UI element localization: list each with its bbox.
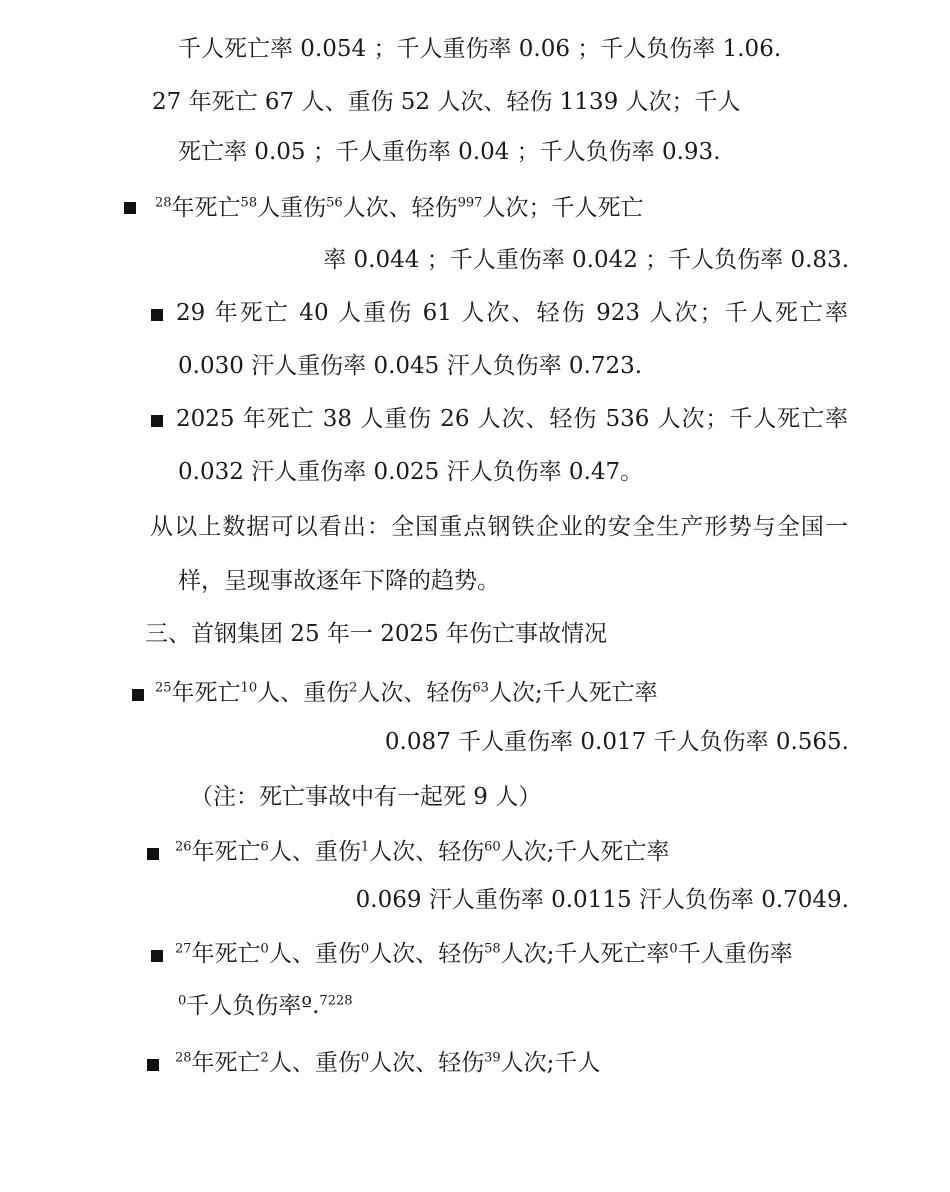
text-span: 人次;千人死亡率 [500,941,670,967]
superscript: 0 [669,941,678,957]
list-item: 29 年死亡 40 人重伤 61 人次、轻伤 923 人次；千人死亡率 [176,300,848,326]
superscript: 10 [240,680,258,696]
text-span: 人次;千人 [500,1050,601,1076]
text-span: 人重伤 [257,195,327,221]
text-span: 人、重伤 [268,839,361,865]
text-span: 人、重伤 [268,941,361,967]
superscript: 27 [175,941,192,957]
superscript: 56 [326,195,343,211]
list-item [175,939,793,969]
text-span: 千人重伤率 [677,941,793,967]
superscript: 0 [178,993,187,1009]
superscript: 0 [360,1050,370,1066]
note-text: （注：死亡事故中有一起死 9 人） [190,784,542,810]
text-span: 年死亡 [191,1050,261,1076]
text-span: 年死亡 [171,680,241,706]
text-span: 千人负伤率º. [186,993,320,1019]
text-span: 人次;千人死亡率 [488,680,658,706]
superscript: 2 [349,680,358,696]
superscript: 6 [260,839,269,855]
text-span: 年死亡 [191,839,261,865]
text-line: 27 年死亡 67 人、重伤 52 人次、轻伤 1139 人次；千人 [152,89,741,115]
superscript: 58 [484,941,501,957]
superscript: 39 [484,1050,501,1066]
superscript: 60 [484,839,501,855]
text-span: 人次；千人死亡 [482,195,644,221]
superscript: 26 [175,839,192,855]
text-span: 人次、轻伤 [342,195,458,221]
text-span: 人次、轻伤 [369,839,485,865]
superscript: 25 [155,680,172,696]
list-item: 2025 年死亡 38 人重伤 26 人次、轻伤 536 人次；千人死亡率 [176,406,848,432]
bullet-marker [151,309,163,321]
list-item [155,678,658,708]
text-line: 0.087 千人重伤率 0.017 千人负伤率 0.565. [384,729,849,755]
superscript: 63 [472,680,489,696]
list-item [155,193,643,223]
superscript: 28 [175,1050,192,1066]
text-span: 人、重伤 [257,680,350,706]
bullet-marker [147,848,159,860]
text-span: 年死亡 [191,941,261,967]
text-line: 0.030 汗人重伤率 0.045 汗人负伤率 0.723. [178,353,643,379]
superscript: 0 [360,941,370,957]
text-span: 人、重伤 [268,1050,361,1076]
bullet-marker [124,202,136,214]
text-line: 0.032 汗人重伤率 0.025 汗人负伤率 0.47。 [178,459,644,485]
bullet-marker [151,415,163,427]
superscript: 28 [155,195,172,211]
text-line: 0.069 汗人重伤率 0.0115 汗人负伤率 0.7049. [355,887,849,913]
text-span: 年死亡 [171,195,241,221]
superscript: 2 [260,1050,269,1066]
text-line: 从以上数据可以看出：全国重点钢铁企业的安全生产形势与全国一 [150,514,848,540]
list-item [175,1048,600,1078]
superscript: 58 [240,195,258,211]
list-item [175,837,669,867]
superscript: 0 [260,941,269,957]
text-line: 样，呈现事故逐年下降的趋势。 [178,568,500,594]
bullet-marker [147,1059,159,1071]
bullet-marker [132,689,144,701]
section-heading: 三、首钢集团 25 年一 2025 年伤亡事故情况 [145,621,608,647]
text-line: 千人死亡率 0.054 ；千人重伤率 0.06 ；千人负伤率 1.06. [178,36,782,62]
text-line: 死亡率 0.05 ；千人重伤率 0.04 ；千人负伤率 0.93. [178,139,721,165]
text-span: 人次、轻伤 [357,680,473,706]
superscript: 997 [457,195,483,211]
text-span: 人次;千人死亡率 [500,839,670,865]
superscript: 1 [360,839,370,855]
text-span: 人次、轻伤 [369,941,485,967]
text-span: 人次、轻伤 [369,1050,485,1076]
superscript: 7228 [319,993,353,1009]
text-line [178,991,353,1021]
text-line: 率 0.044 ；千人重伤率 0.042 ；千人负伤率 0.83. [323,247,849,273]
bullet-marker [151,950,163,962]
